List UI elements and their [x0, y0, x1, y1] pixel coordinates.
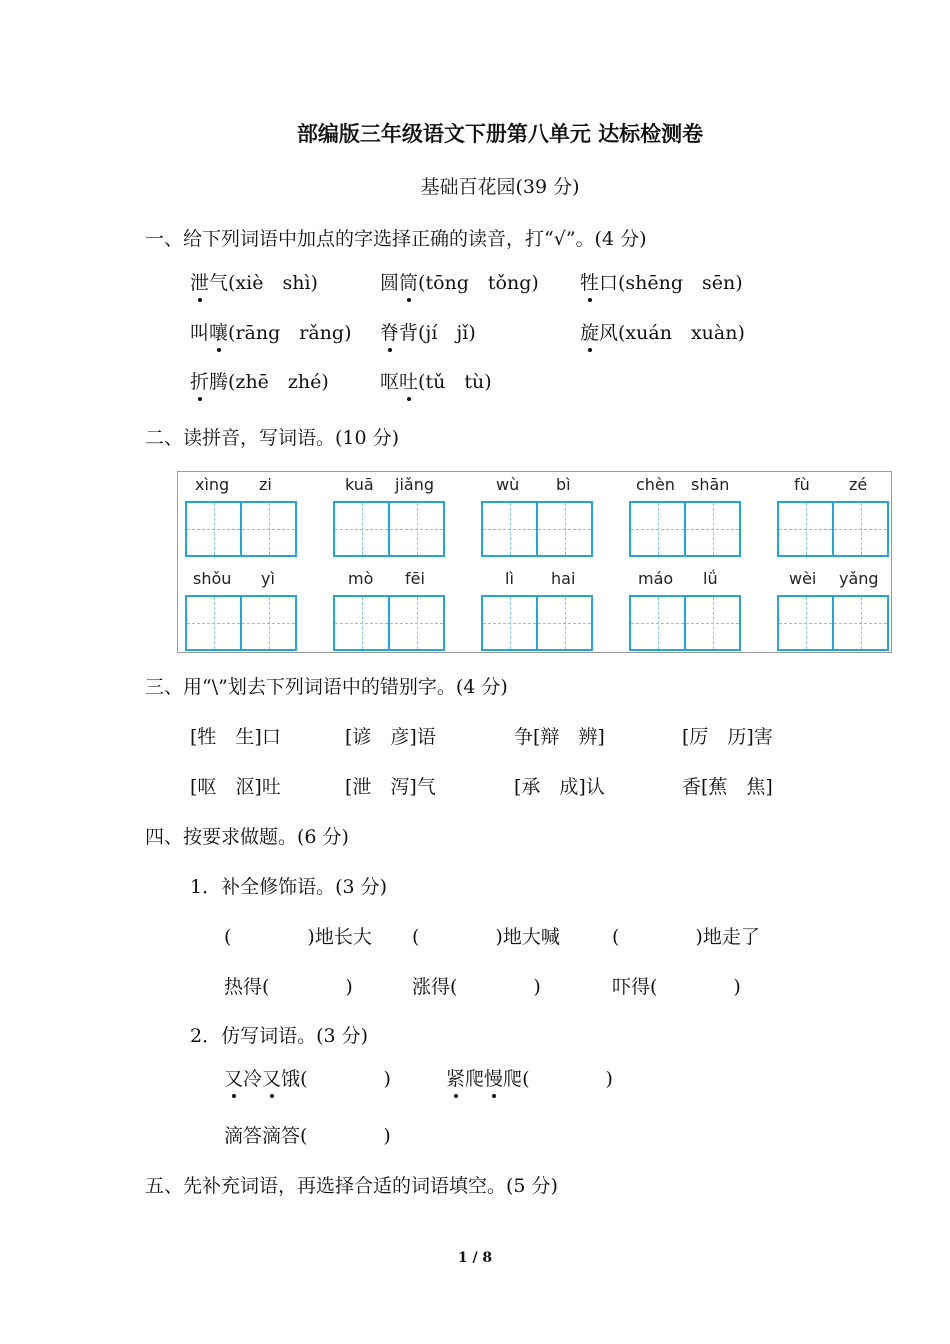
q3-item[interactable]: 争[辩 辨] — [514, 726, 605, 748]
pinyin-label: yì — [261, 569, 275, 588]
fill-blank[interactable]: 吓得( ) — [612, 976, 741, 998]
page-title: 部编版三年级语文下册第八单元 达标检测卷 — [296, 122, 704, 146]
fill-blank[interactable]: ( )地长大 — [224, 926, 372, 948]
writing-boxes[interactable] — [481, 501, 593, 557]
writing-boxes[interactable] — [185, 501, 297, 557]
pinyin-label: yǎng — [839, 569, 879, 588]
pinyin-label: máo — [638, 569, 674, 588]
q1-item: 叫嚷(rāng rǎng) — [190, 318, 351, 345]
section-subtitle: 基础百花园(39 分) — [420, 176, 580, 198]
imitation-item[interactable]: 滴答滴答( ) — [224, 1125, 391, 1147]
word-box[interactable] — [333, 475, 445, 560]
word-box[interactable] — [481, 475, 593, 560]
q1-item: 泄气(xiè shì) — [190, 268, 318, 295]
q5-heading: 五、先补充词语，再选择合适的词语填空。(5 分) — [145, 1175, 558, 1197]
pinyin-label: fēi — [405, 569, 425, 588]
writing-boxes[interactable] — [333, 501, 445, 557]
q3-item[interactable]: [呕 沤]吐 — [190, 776, 281, 798]
q3-item[interactable]: [谚 彦]语 — [345, 726, 436, 748]
writing-boxes[interactable] — [481, 595, 593, 651]
imitation-item[interactable]: 又冷又饿( ) — [224, 1064, 391, 1091]
writing-boxes[interactable] — [629, 595, 741, 651]
page-number: 1 / 8 — [457, 1250, 493, 1266]
writing-boxes[interactable] — [777, 595, 889, 651]
pinyin-label: lì — [505, 569, 514, 588]
pinyin-label: wèi — [789, 569, 817, 588]
pinyin-label: fù — [794, 475, 810, 494]
q3-item[interactable]: [泄 泻]气 — [345, 776, 436, 798]
fill-blank[interactable]: ( )地大喊 — [412, 926, 560, 948]
writing-boxes[interactable] — [333, 595, 445, 651]
word-box[interactable] — [777, 569, 889, 654]
pinyin-label: jiǎng — [395, 475, 434, 494]
q3-item[interactable]: 香[蕉 焦] — [682, 776, 773, 798]
pinyin-label: chèn — [636, 475, 675, 494]
imitation-item[interactable]: 紧爬慢爬( ) — [446, 1064, 613, 1091]
q3-item[interactable]: [厉 历]害 — [682, 726, 773, 748]
pinyin-label: lǘ — [703, 569, 718, 588]
word-box[interactable] — [777, 475, 889, 560]
q1-item: 牲口(shēng sēn) — [580, 268, 743, 295]
pinyin-label: hai — [551, 569, 576, 588]
fill-blank[interactable]: ( )地走了 — [612, 926, 760, 948]
writing-boxes[interactable] — [185, 595, 297, 651]
pinyin-writing-grid — [177, 471, 892, 653]
q1-item: 脊背(jí jǐ) — [380, 318, 476, 345]
word-box[interactable] — [185, 569, 297, 654]
q4-sub1: 1．补全修饰语。(3 分) — [190, 876, 388, 898]
word-box[interactable] — [333, 569, 445, 654]
pinyin-label: shān — [691, 475, 730, 494]
word-box[interactable] — [629, 569, 741, 654]
q1-heading: 一、给下列词语中加点的字选择正确的读音，打“√”。(4 分) — [145, 228, 647, 250]
writing-boxes[interactable] — [777, 501, 889, 557]
q1-item: 折腾(zhē zhé) — [190, 367, 329, 394]
word-box[interactable] — [629, 475, 741, 560]
pinyin-label: zi — [259, 475, 272, 494]
pinyin-label: wù — [496, 475, 520, 494]
pinyin-label: shǒu — [193, 569, 232, 588]
fill-blank[interactable]: 涨得( ) — [412, 976, 541, 998]
pinyin-label: zé — [849, 475, 868, 494]
pinyin-label: bì — [556, 475, 571, 494]
q1-item: 圆筒(tōng tǒng) — [380, 268, 539, 295]
fill-blank[interactable]: 热得( ) — [224, 976, 353, 998]
q3-item[interactable]: [牲 生]口 — [190, 726, 281, 748]
word-box[interactable] — [481, 569, 593, 654]
pinyin-label: kuā — [345, 475, 374, 494]
pinyin-label: xìng — [195, 475, 230, 494]
word-box[interactable] — [185, 475, 297, 560]
q3-item[interactable]: [承 成]认 — [514, 776, 605, 798]
q4-sub2: 2．仿写词语。(3 分) — [190, 1025, 369, 1047]
pinyin-label: mò — [348, 569, 374, 588]
q1-item: 旋风(xuán xuàn) — [580, 318, 745, 345]
writing-boxes[interactable] — [629, 501, 741, 557]
q2-heading: 二、读拼音，写词语。(10 分) — [145, 427, 400, 449]
q3-heading: 三、用“\”划去下列词语中的错别字。(4 分) — [145, 676, 508, 698]
q1-item: 呕吐(tǔ tù) — [380, 367, 492, 394]
q4-heading: 四、按要求做题。(6 分) — [145, 826, 349, 848]
